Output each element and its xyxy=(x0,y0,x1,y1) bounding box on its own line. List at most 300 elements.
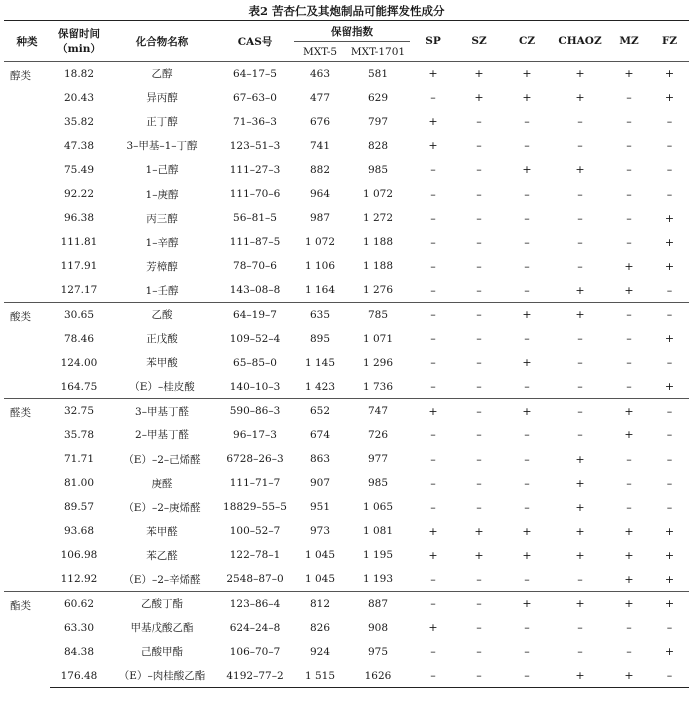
presence-fz-cell: – xyxy=(666,115,673,129)
ri-mxt5-cell: 895 xyxy=(309,332,331,345)
table-row xyxy=(4,351,689,375)
presence-cz-cell: – xyxy=(524,621,530,635)
presence-mz-cell: – xyxy=(626,621,632,635)
cas-number-cell: 123–86–4 xyxy=(216,592,294,616)
presence-sz-cell: – xyxy=(456,664,502,688)
presence-fz-cell: + xyxy=(664,332,675,346)
cas-number-cell: 143–08–8 xyxy=(229,284,281,297)
presence-sp-cell: – xyxy=(430,187,436,201)
presence-chaoz-cell: – xyxy=(577,356,583,370)
presence-fz-cell: + xyxy=(650,592,689,616)
retention-time-cell: 93.68 xyxy=(63,525,95,538)
retention-time-cell: 176.48 xyxy=(50,664,108,688)
ri-mxt1701-cell: 1 188 xyxy=(362,260,394,273)
table-row xyxy=(4,592,689,616)
presence-sz-cell: + xyxy=(474,91,484,105)
presence-fz-cell: – xyxy=(666,356,673,370)
presence-mz-cell: + xyxy=(624,572,634,586)
presence-cz-cell: + xyxy=(502,302,552,326)
compound-name-cell: 正戊酸 xyxy=(146,333,178,346)
presence-sp-cell: – xyxy=(410,664,456,688)
ri-mxt5-cell: 1 106 xyxy=(304,260,336,273)
retention-time-cell: 30.65 xyxy=(50,302,108,326)
presence-sz-cell: – xyxy=(476,139,482,153)
ri-mxt1701-cell: 1626 xyxy=(346,664,410,688)
header-cas: CAS号 xyxy=(216,21,294,62)
compound-name-cell: 乙酸 xyxy=(108,302,216,326)
compound-name-cell: 1–己醇 xyxy=(145,164,179,177)
presence-mz-cell: – xyxy=(626,187,632,201)
presence-sp-cell: + xyxy=(428,67,438,81)
table-row xyxy=(4,254,689,278)
presence-chaoz-cell: + xyxy=(575,476,585,490)
category-label: 醛类 xyxy=(4,399,50,592)
header-ri-mxt1701: MXT-1701 xyxy=(346,42,410,62)
table-row xyxy=(4,230,689,254)
presence-fz-cell: – xyxy=(650,664,689,688)
retention-time-cell: 92.22 xyxy=(63,188,95,201)
presence-sp-cell: + xyxy=(428,548,438,562)
presence-sp-cell: – xyxy=(430,211,436,225)
compound-name-cell: 己酸甲酯 xyxy=(141,646,183,659)
presence-mz-cell: + xyxy=(624,548,634,562)
presence-sz-cell: – xyxy=(476,283,482,297)
presence-fz-cell: – xyxy=(666,476,673,490)
presence-sz-cell: – xyxy=(476,380,482,394)
cas-number-cell: 56–81–5 xyxy=(233,212,277,225)
compound-name-cell: 3–甲基–1–丁醇 xyxy=(126,140,198,153)
compound-name-cell: （E）–2–庚烯醛 xyxy=(123,501,201,514)
compound-name-cell: （E）–桂皮酸 xyxy=(129,381,195,394)
presence-cz-cell: – xyxy=(524,211,530,225)
presence-fz-cell: – xyxy=(666,500,673,514)
header-sample-sp: SP xyxy=(410,21,456,62)
ri-mxt1701-cell: 785 xyxy=(346,302,410,326)
presence-sp-cell: – xyxy=(430,91,436,105)
presence-fz-cell: – xyxy=(666,163,673,177)
compound-name-cell: 2–甲基丁醛 xyxy=(135,429,189,442)
table-row xyxy=(4,495,689,519)
category-label: 酸类 xyxy=(4,302,50,398)
presence-sp-cell: – xyxy=(430,476,436,490)
ri-mxt1701-cell: 1 081 xyxy=(362,525,394,538)
cas-number-cell: 140–10–3 xyxy=(229,380,281,393)
cas-number-cell: 4192–77–2 xyxy=(216,664,294,688)
ri-mxt1701-cell: 726 xyxy=(367,428,389,441)
presence-sp-cell: + xyxy=(428,524,438,538)
ri-mxt1701-cell: 1 188 xyxy=(362,236,394,249)
presence-chaoz-cell: + xyxy=(575,67,585,81)
retention-time-cell: 117.91 xyxy=(60,260,98,273)
presence-sz-cell: – xyxy=(456,592,502,616)
presence-sp-cell: – xyxy=(430,572,436,586)
cas-number-cell: 100–52–7 xyxy=(229,525,281,538)
presence-cz-cell: + xyxy=(522,163,532,177)
retention-time-cell: 96.38 xyxy=(63,212,95,225)
table-row xyxy=(4,543,689,567)
presence-sp-cell: + xyxy=(428,139,438,153)
header-retention-time-line1: 保留时间 xyxy=(58,28,100,40)
table-row xyxy=(4,567,689,591)
retention-time-cell: 35.78 xyxy=(63,428,95,441)
ri-mxt1701-cell: 977 xyxy=(367,453,389,466)
presence-sp-cell: – xyxy=(410,302,456,326)
ri-mxt5-cell: 812 xyxy=(294,592,346,616)
presence-chaoz-cell: + xyxy=(575,500,585,514)
presence-fz-cell: + xyxy=(664,211,675,225)
presence-cz-cell: – xyxy=(524,476,530,490)
header-sample-cz: CZ xyxy=(502,21,552,62)
presence-sp-cell: – xyxy=(430,356,436,370)
ri-mxt1701-cell: 629 xyxy=(367,91,389,104)
header-sample-chaoz: CHAOZ xyxy=(552,21,608,62)
volatile-components-table xyxy=(4,20,689,688)
table-row xyxy=(4,206,689,230)
ri-mxt1701-cell: 1 071 xyxy=(362,332,394,345)
presence-fz-cell: + xyxy=(664,67,675,81)
ri-mxt1701-cell: 975 xyxy=(367,645,389,658)
presence-chaoz-cell: – xyxy=(577,235,583,249)
presence-sz-cell: – xyxy=(456,399,502,423)
compound-name-cell: 苯甲醛 xyxy=(146,525,178,538)
compound-name-cell: （E）–2–己烯醛 xyxy=(123,453,201,466)
presence-sp-cell: – xyxy=(410,592,456,616)
header-sample-fz: FZ xyxy=(650,21,689,62)
presence-cz-cell: + xyxy=(502,592,552,616)
table-row xyxy=(4,86,689,110)
presence-cz-cell: – xyxy=(502,664,552,688)
cas-number-cell: 64–19–7 xyxy=(216,302,294,326)
presence-fz-cell: + xyxy=(664,91,675,105)
presence-cz-cell: + xyxy=(522,356,532,370)
presence-mz-cell: – xyxy=(626,115,632,129)
compound-name-cell: 正丁醇 xyxy=(146,116,178,129)
retention-time-cell: 60.62 xyxy=(50,592,108,616)
presence-sp-cell: – xyxy=(430,452,436,466)
ri-mxt1701-cell: 908 xyxy=(367,621,389,634)
cas-number-cell: 111–70–6 xyxy=(229,188,281,201)
retention-time-cell: 63.30 xyxy=(63,621,95,634)
retention-time-cell: 89.57 xyxy=(63,501,95,514)
ri-mxt1701-cell: 1 736 xyxy=(362,380,394,393)
ri-mxt1701-cell: 1 193 xyxy=(362,573,394,586)
ri-mxt5-cell: 652 xyxy=(294,399,346,423)
ri-mxt5-cell: 463 xyxy=(309,67,331,80)
presence-sz-cell: – xyxy=(476,645,482,659)
ri-mxt5-cell: 1 423 xyxy=(304,380,336,393)
presence-cz-cell: – xyxy=(524,259,530,273)
ri-mxt5-cell: 907 xyxy=(309,477,331,490)
presence-sz-cell: – xyxy=(476,621,482,635)
presence-cz-cell: – xyxy=(524,645,530,659)
presence-mz-cell: + xyxy=(608,664,650,688)
presence-chaoz-cell: – xyxy=(577,621,583,635)
header-category: 种类 xyxy=(4,21,50,62)
presence-cz-cell: – xyxy=(524,235,530,249)
cas-number-cell: 2548–87–0 xyxy=(226,573,284,586)
presence-mz-cell: – xyxy=(626,645,632,659)
table-row xyxy=(4,327,689,351)
ri-mxt5-cell: 1 045 xyxy=(304,549,336,562)
ri-mxt1701-cell: 887 xyxy=(346,592,410,616)
presence-mz-cell: – xyxy=(608,302,650,326)
compound-name-cell: 庚醛 xyxy=(151,477,173,490)
presence-mz-cell: – xyxy=(626,452,632,466)
retention-time-cell: 112.92 xyxy=(60,573,98,586)
presence-chaoz-cell: – xyxy=(552,399,608,423)
presence-cz-cell: – xyxy=(524,332,530,346)
compound-name-cell: 苯乙醛 xyxy=(146,549,178,562)
presence-sz-cell: – xyxy=(476,235,482,249)
ri-mxt5-cell: 1 045 xyxy=(304,573,336,586)
presence-chaoz-cell: – xyxy=(577,115,583,129)
presence-mz-cell: + xyxy=(624,259,634,273)
presence-fz-cell: – xyxy=(666,428,673,442)
presence-chaoz-cell: – xyxy=(577,572,583,586)
ri-mxt5-cell: 674 xyxy=(309,428,331,441)
table-row xyxy=(4,158,689,182)
presence-fz-cell: + xyxy=(664,645,675,659)
compound-name-cell: 苯甲酸 xyxy=(146,357,178,370)
compound-name-cell: （E）–肉桂酸乙酯 xyxy=(108,664,216,688)
presence-fz-cell: – xyxy=(650,399,689,423)
presence-sz-cell: – xyxy=(476,115,482,129)
table-row xyxy=(4,471,689,495)
presence-sp-cell: – xyxy=(430,645,436,659)
presence-mz-cell: + xyxy=(608,592,650,616)
table-row xyxy=(4,302,689,326)
compound-name-cell: 丙三醇 xyxy=(146,212,178,225)
presence-chaoz-cell: + xyxy=(575,452,585,466)
cas-number-cell: 590–86–3 xyxy=(216,399,294,423)
compound-name-cell: 乙酸丁酯 xyxy=(108,592,216,616)
presence-sp-cell: + xyxy=(428,115,438,129)
table-row xyxy=(4,447,689,471)
ri-mxt1701-cell: 1 072 xyxy=(362,188,394,201)
ri-mxt5-cell: 477 xyxy=(309,91,331,104)
cas-number-cell: 67–63–0 xyxy=(233,91,277,104)
presence-chaoz-cell: + xyxy=(552,592,608,616)
presence-chaoz-cell: + xyxy=(552,302,608,326)
ri-mxt1701-cell: 747 xyxy=(346,399,410,423)
ri-mxt5-cell: 826 xyxy=(309,621,331,634)
presence-cz-cell: – xyxy=(524,452,530,466)
cas-number-cell: 111–71–7 xyxy=(229,477,281,490)
header-ri-mxt5: MXT-5 xyxy=(294,42,346,62)
presence-chaoz-cell: – xyxy=(577,259,583,273)
table-body xyxy=(4,62,689,688)
presence-fz-cell: – xyxy=(666,283,673,297)
ri-mxt5-cell: 863 xyxy=(309,453,331,466)
header-retention-index: 保留指数 xyxy=(294,21,410,42)
retention-time-cell: 106.98 xyxy=(60,549,98,562)
presence-sp-cell: – xyxy=(430,332,436,346)
presence-sz-cell: – xyxy=(476,332,482,346)
ri-mxt5-cell: 676 xyxy=(309,115,331,128)
presence-cz-cell: + xyxy=(522,91,532,105)
cas-number-cell: 109–52–4 xyxy=(229,332,281,345)
presence-mz-cell: – xyxy=(626,500,632,514)
ri-mxt1701-cell: 581 xyxy=(367,67,389,80)
retention-time-cell: 47.38 xyxy=(63,139,95,152)
presence-sz-cell: – xyxy=(476,163,482,177)
presence-sz-cell: + xyxy=(474,548,484,562)
presence-mz-cell: – xyxy=(626,163,632,177)
cas-number-cell: 111–27–3 xyxy=(229,163,281,176)
table-row xyxy=(4,616,689,640)
presence-fz-cell: – xyxy=(666,621,673,635)
ri-mxt1701-cell: 1 296 xyxy=(362,356,394,369)
presence-sz-cell: – xyxy=(456,302,502,326)
presence-chaoz-cell: – xyxy=(577,645,583,659)
presence-cz-cell: – xyxy=(524,139,530,153)
table-row xyxy=(4,664,689,688)
table-row xyxy=(4,423,689,447)
presence-fz-cell: + xyxy=(664,572,675,586)
ri-mxt1701-cell: 797 xyxy=(367,115,389,128)
ri-mxt5-cell: 1 515 xyxy=(294,664,346,688)
presence-cz-cell: – xyxy=(524,500,530,514)
cas-number-cell: 65–85–0 xyxy=(233,356,277,369)
ri-mxt5-cell: 924 xyxy=(309,645,331,658)
presence-chaoz-cell: + xyxy=(575,524,585,538)
ri-mxt5-cell: 951 xyxy=(309,501,331,514)
cas-number-cell: 18829–55–5 xyxy=(223,501,287,514)
compound-name-cell: 甲基戊酸乙酯 xyxy=(130,622,194,635)
presence-fz-cell: – xyxy=(666,187,673,201)
ri-mxt5-cell: 973 xyxy=(309,525,331,538)
presence-sp-cell: – xyxy=(430,235,436,249)
ri-mxt5-cell: 635 xyxy=(294,302,346,326)
presence-cz-cell: + xyxy=(522,524,532,538)
presence-fz-cell: + xyxy=(664,548,675,562)
ri-mxt5-cell: 987 xyxy=(309,212,331,225)
retention-time-cell: 20.43 xyxy=(63,91,95,104)
presence-mz-cell: – xyxy=(626,235,632,249)
presence-mz-cell: – xyxy=(626,380,632,394)
table-row xyxy=(4,110,689,134)
retention-time-cell: 18.82 xyxy=(63,67,95,80)
ri-mxt5-cell: 741 xyxy=(309,139,331,152)
presence-chaoz-cell: – xyxy=(577,380,583,394)
presence-mz-cell: – xyxy=(626,476,632,490)
presence-sz-cell: – xyxy=(476,452,482,466)
ri-mxt5-cell: 1 072 xyxy=(304,236,336,249)
compound-name-cell: 3–甲基丁醛 xyxy=(108,399,216,423)
presence-cz-cell: – xyxy=(524,115,530,129)
presence-chaoz-cell: – xyxy=(577,332,583,346)
compound-name-cell: 1–壬醇 xyxy=(145,284,179,297)
compound-name-cell: （E）–2–辛烯醛 xyxy=(123,573,201,586)
cas-number-cell: 624–24–8 xyxy=(229,621,281,634)
compound-name-cell: 乙醇 xyxy=(151,68,173,81)
cas-number-cell: 78–70–6 xyxy=(233,260,277,273)
retention-time-cell: 164.75 xyxy=(60,380,98,393)
cas-number-cell: 111–87–5 xyxy=(229,236,281,249)
presence-cz-cell: + xyxy=(502,399,552,423)
retention-time-cell: 124.00 xyxy=(60,356,98,369)
presence-sz-cell: – xyxy=(476,259,482,273)
presence-fz-cell: – xyxy=(650,302,689,326)
presence-fz-cell: + xyxy=(664,380,675,394)
ri-mxt1701-cell: 1 195 xyxy=(362,549,394,562)
presence-cz-cell: + xyxy=(522,548,532,562)
header-retention-time-line2: （min） xyxy=(57,43,101,55)
cas-number-cell: 123–51–3 xyxy=(229,139,281,152)
presence-chaoz-cell: + xyxy=(575,548,585,562)
presence-sp-cell: + xyxy=(410,399,456,423)
presence-cz-cell: – xyxy=(524,428,530,442)
presence-sz-cell: – xyxy=(476,500,482,514)
retention-time-cell: 32.75 xyxy=(50,399,108,423)
compound-name-cell: 芳樟醇 xyxy=(146,260,178,273)
table-row xyxy=(4,62,689,86)
retention-time-cell: 35.82 xyxy=(63,115,95,128)
ri-mxt5-cell: 1 145 xyxy=(304,356,336,369)
retention-time-cell: 111.81 xyxy=(60,236,98,249)
presence-sz-cell: – xyxy=(476,572,482,586)
presence-chaoz-cell: + xyxy=(575,283,585,297)
presence-chaoz-cell: – xyxy=(577,139,583,153)
presence-mz-cell: – xyxy=(626,91,632,105)
presence-fz-cell: + xyxy=(664,524,675,538)
presence-sp-cell: – xyxy=(430,163,436,177)
presence-chaoz-cell: + xyxy=(575,163,585,177)
presence-mz-cell: + xyxy=(608,399,650,423)
ri-mxt5-cell: 1 164 xyxy=(304,284,336,297)
presence-sz-cell: – xyxy=(476,428,482,442)
presence-sp-cell: – xyxy=(430,283,436,297)
presence-fz-cell: + xyxy=(664,235,675,249)
category-label: 酯类 xyxy=(4,592,50,688)
retention-time-cell: 75.49 xyxy=(63,163,95,176)
presence-mz-cell: – xyxy=(626,356,632,370)
cas-number-cell: 71–36–3 xyxy=(233,115,277,128)
presence-sz-cell: – xyxy=(476,476,482,490)
ri-mxt5-cell: 882 xyxy=(309,163,331,176)
presence-fz-cell: – xyxy=(666,452,673,466)
presence-cz-cell: + xyxy=(522,67,532,81)
table-row xyxy=(4,134,689,158)
presence-sz-cell: + xyxy=(474,524,484,538)
cas-number-cell: 96–17–3 xyxy=(233,428,277,441)
presence-chaoz-cell: – xyxy=(577,211,583,225)
ri-mxt1701-cell: 1 276 xyxy=(362,284,394,297)
presence-fz-cell: + xyxy=(664,259,675,273)
header-retention-time xyxy=(50,21,108,62)
presence-sp-cell: – xyxy=(430,259,436,273)
cas-number-cell: 6728–26–3 xyxy=(226,453,284,466)
header-sample-mz: MZ xyxy=(608,21,650,62)
retention-time-cell: 127.17 xyxy=(60,284,98,297)
table-row xyxy=(4,375,689,399)
ri-mxt1701-cell: 985 xyxy=(367,163,389,176)
presence-sz-cell: – xyxy=(476,211,482,225)
presence-mz-cell: + xyxy=(624,524,634,538)
presence-mz-cell: + xyxy=(624,67,634,81)
compound-name-cell: 异丙醇 xyxy=(146,92,178,105)
ri-mxt1701-cell: 1 065 xyxy=(362,501,394,514)
ri-mxt1701-cell: 985 xyxy=(367,477,389,490)
compound-name-cell: 1–庚醇 xyxy=(145,188,179,201)
header-sample-sz: SZ xyxy=(456,21,502,62)
table-row xyxy=(4,399,689,423)
presence-mz-cell: + xyxy=(624,283,634,297)
presence-chaoz-cell: + xyxy=(552,664,608,688)
cas-number-cell: 106–70–7 xyxy=(229,645,281,658)
presence-mz-cell: – xyxy=(626,211,632,225)
presence-sp-cell: – xyxy=(430,500,436,514)
